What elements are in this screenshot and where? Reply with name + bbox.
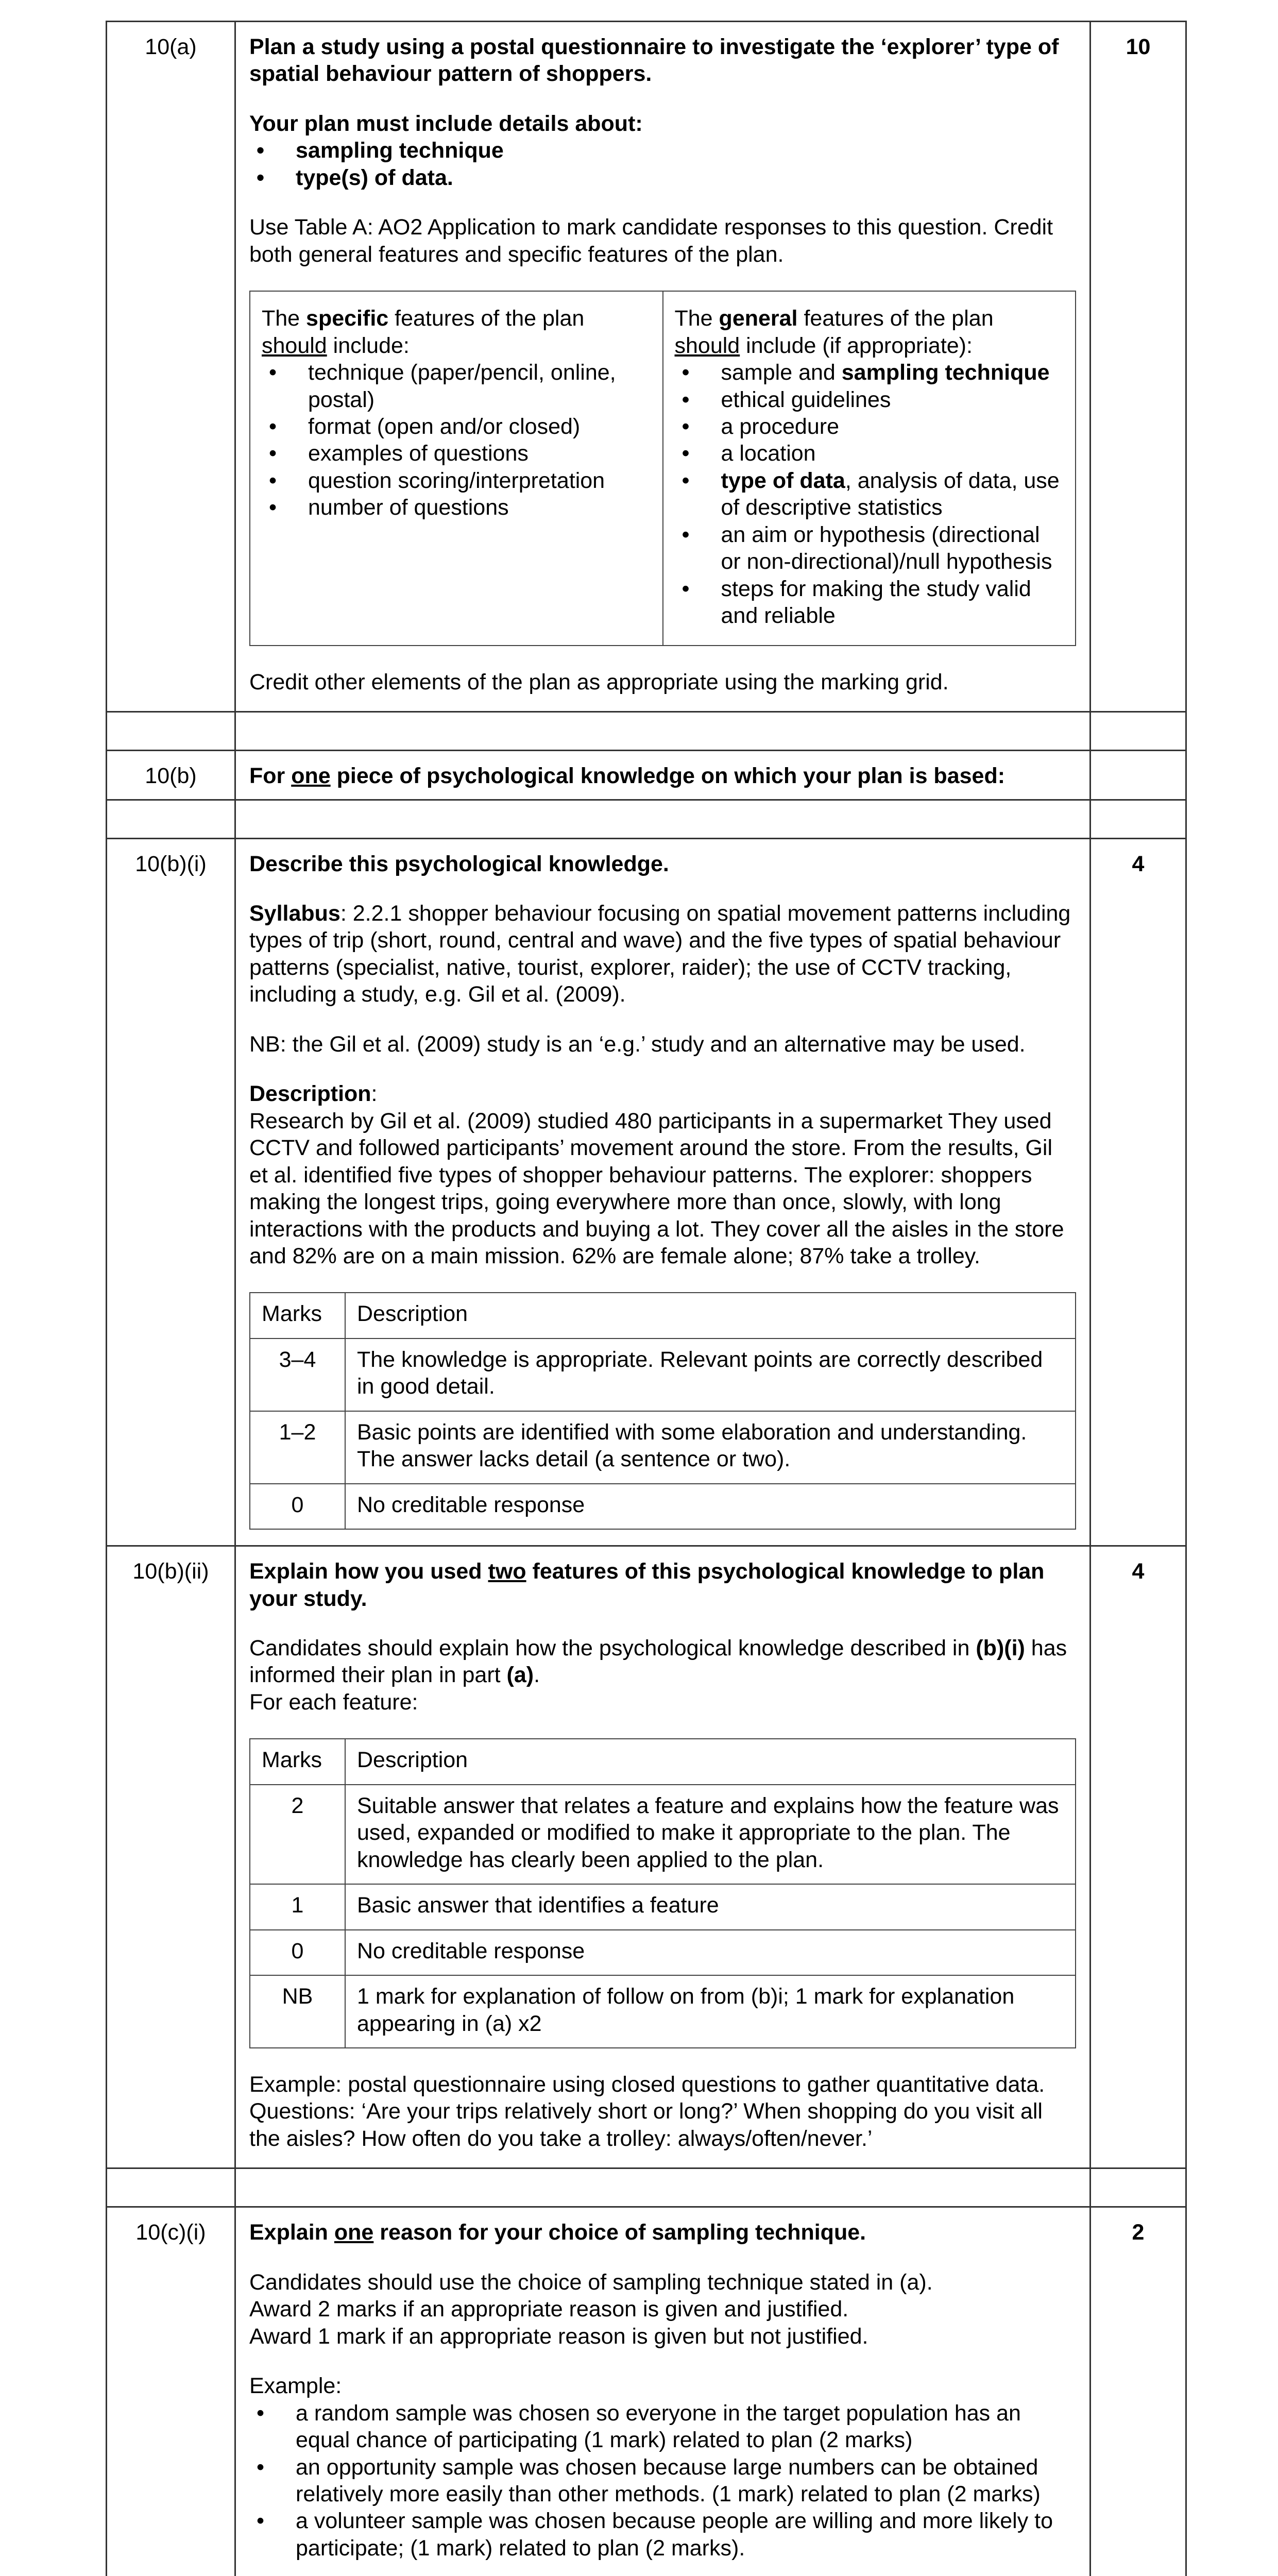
answer-cell: [235, 1546, 1090, 2168]
mark-scheme-table: [106, 21, 1187, 2576]
grid-header-row: [250, 1739, 1076, 1784]
answer-cell: [235, 838, 1090, 1546]
grid-description: Basic points are identified with some elaboration and understanding. The answer lacks detail (a sentence or two).: [345, 1411, 1076, 1484]
list-item: • format (open and/or closed): [262, 413, 651, 440]
plan-intro: Your plan must include details about:: [249, 111, 643, 136]
question-title: Plan a study using a postal questionnaire to investigate the ‘explorer’ type of spatial behaviour pattern of shoppers.: [249, 35, 1059, 87]
general-features-cell: [663, 291, 1076, 645]
question-row-10bii: [107, 1546, 1186, 2168]
marks-cell: 2: [1090, 2207, 1186, 2576]
list-item: • type(s) of data.: [249, 164, 1076, 191]
list-item: • type of data, analysis of data, use of descriptive statistics: [675, 467, 1064, 521]
marks-cell: 4: [1090, 1546, 1186, 2168]
question-row-10bi: [107, 838, 1186, 1546]
description-label: Description:: [249, 1081, 378, 1107]
list-item: • examples of questions: [262, 440, 651, 467]
grid-description: Suitable answer that relates a feature and explains how the feature was used, expanded or modified to make it appropriate to the plan. The knowledge has clearly been applied to the plan.: [345, 1785, 1076, 1884]
grid-marks: 3–4: [250, 1338, 345, 1411]
example-label: Example:: [249, 2374, 342, 2399]
answer-cell: [235, 2207, 1090, 2576]
question-title: Explain one reason for your choice of sampling technique.: [249, 2220, 866, 2245]
row-separator: [107, 800, 1186, 838]
list-item: • question scoring/interpretation: [262, 467, 651, 494]
list-item: • a random sample was chosen so everyone in the target population has an equal chance of participating (1 mark) related to plan (2 marks): [249, 2400, 1076, 2454]
question-number: 10(a): [107, 22, 235, 712]
list-item: • sample and sampling technique: [675, 359, 1064, 386]
levels-grid: [249, 1738, 1076, 2048]
grid-marks: 1–2: [250, 1411, 345, 1484]
guidance-line: Award 2 marks if an appropriate reason is given and justified.: [249, 2297, 849, 2322]
grid-marks: 0: [250, 1484, 345, 1529]
question-number: 10(b)(ii): [107, 1546, 235, 2168]
question-row-10ci: [107, 2207, 1186, 2576]
plan-requirements-list: [249, 137, 1076, 191]
marks-cell: 10: [1090, 22, 1186, 712]
grid-header-marks: Marks: [250, 1739, 345, 1784]
question-number: 10(b)(i): [107, 838, 235, 1546]
table-row: [250, 1785, 1076, 1884]
for-each-text: For each feature:: [249, 1689, 418, 1715]
question-title: Explain how you used two features of this psychological knowledge to plan your study.: [249, 1559, 1045, 1611]
credit-other-text: Credit other elements of the plan as appropriate using the marking grid.: [249, 669, 949, 694]
grid-marks: 0: [250, 1930, 345, 1975]
grid-marks: NB: [250, 1975, 345, 2048]
grid-description: No creditable response: [345, 1930, 1076, 1975]
specific-features-cell: [250, 291, 663, 645]
marks-cell: [1090, 751, 1186, 800]
list-item: • an opportunity sample was chosen because large numbers can be obtained relatively more easily than other methods. (1 mark) related to plan (2 marks): [249, 2454, 1076, 2508]
specific-features-lead: The specific features of the plan should include:: [262, 306, 585, 358]
table-row: [250, 1411, 1076, 1484]
table-row: [250, 1338, 1076, 1411]
question-row-10a: [107, 22, 1186, 712]
question-number: 10(c)(i): [107, 2207, 235, 2576]
list-item: • a procedure: [675, 413, 1064, 440]
description-text: Research by Gil et al. (2009) studied 480 participants in a supermarket They used CCTV and followed participants’ movement around the store. From the results, Gil et al. identified five types of shopper behaviour patterns. The explorer: shoppers making the longest trips, going everywhere more than once, slowly, with long interactions with the products and buying a lot. They cover all the aisles in the store and 82% are on a main mission. 62% are female alone; 87% take a trolley.: [249, 1108, 1064, 1268]
intro-text: Candidates should explain how the psychological knowledge described in (b)(i) has informed their plan in part (a).: [249, 1636, 1067, 1688]
instruction-text: Use Table A: AO2 Application to mark candidate responses to this question. Credit both general features and specific features of the plan.: [249, 215, 1053, 267]
table-row: [250, 1884, 1076, 1929]
nb-text: NB: the Gil et al. (2009) study is an ‘e.g.’ study and an alternative may be used.: [249, 1031, 1026, 1057]
example-list: [249, 2400, 1076, 2562]
levels-grid: [249, 1292, 1076, 1530]
marks-cell: 4: [1090, 838, 1186, 1546]
list-item: • ethical guidelines: [675, 386, 1064, 413]
grid-marks: 1: [250, 1884, 345, 1929]
list-item: • number of questions: [262, 494, 651, 521]
grid-header-marks: Marks: [250, 1293, 345, 1338]
grid-header-description: Description: [345, 1293, 1076, 1338]
specific-features-list: [262, 359, 651, 521]
grid-description: Basic answer that identifies a feature: [345, 1884, 1076, 1929]
table-row: [250, 1975, 1076, 2048]
grid-description: 1 mark for explanation of follow on from (b)i; 1 mark for explanation appearing in (a) x2: [345, 1975, 1076, 2048]
question-number: 10(b): [107, 751, 235, 800]
grid-marks: 2: [250, 1785, 345, 1884]
grid-header-row: [250, 1293, 1076, 1338]
row-separator: [107, 2168, 1186, 2207]
question-row-10b: [107, 751, 1186, 800]
table-row: [250, 1484, 1076, 1529]
grid-description: No creditable response: [345, 1484, 1076, 1529]
general-features-lead: The general features of the plan should include (if appropriate):: [674, 306, 994, 358]
grid-description: The knowledge is appropriate. Relevant points are correctly described in good detail.: [345, 1338, 1076, 1411]
answer-cell: [235, 751, 1090, 800]
list-item: • sampling technique: [249, 137, 1076, 164]
question-title: Describe this psychological knowledge.: [249, 851, 669, 876]
list-item: • technique (paper/pencil, online, postal): [262, 359, 651, 413]
example-text: Example: postal questionnaire using closed questions to gather quantitative data. Questions: ‘Are your trips relatively short or long?’ When shopping do you visit all the aisles? How often do you take a trolley: always/often/never.’: [249, 2072, 1045, 2151]
answer-cell: [235, 22, 1090, 712]
features-table: [249, 291, 1076, 646]
list-item: • steps for making the study valid and reliable: [675, 575, 1064, 630]
general-features-list: [675, 359, 1064, 630]
question-title: For one piece of psychological knowledge on which your plan is based:: [249, 764, 1006, 789]
guidance-line: Award 1 mark if an appropriate reason is given but not justified.: [249, 2324, 868, 2349]
row-separator: [107, 712, 1186, 751]
list-item: • a volunteer sample was chosen because people are willing and more likely to participate; (1 mark) related to plan (2 marks).: [249, 2507, 1076, 2562]
list-item: • an aim or hypothesis (directional or non-directional)/null hypothesis: [675, 521, 1064, 575]
grid-header-description: Description: [345, 1739, 1076, 1784]
guidance-line: Candidates should use the choice of sampling technique stated in (a).: [249, 2269, 933, 2295]
table-row: [250, 1930, 1076, 1975]
syllabus-text: Syllabus: 2.2.1 shopper behaviour focusing on spatial movement patterns including types of trip (short, round, central and wave) and the five types of spatial behaviour patterns (specialist, native, tourist, explorer, raider); the use of CCTV tracking, including a study, e.g. Gil et al. (2009).: [249, 901, 1071, 1007]
list-item: • a location: [675, 440, 1064, 467]
